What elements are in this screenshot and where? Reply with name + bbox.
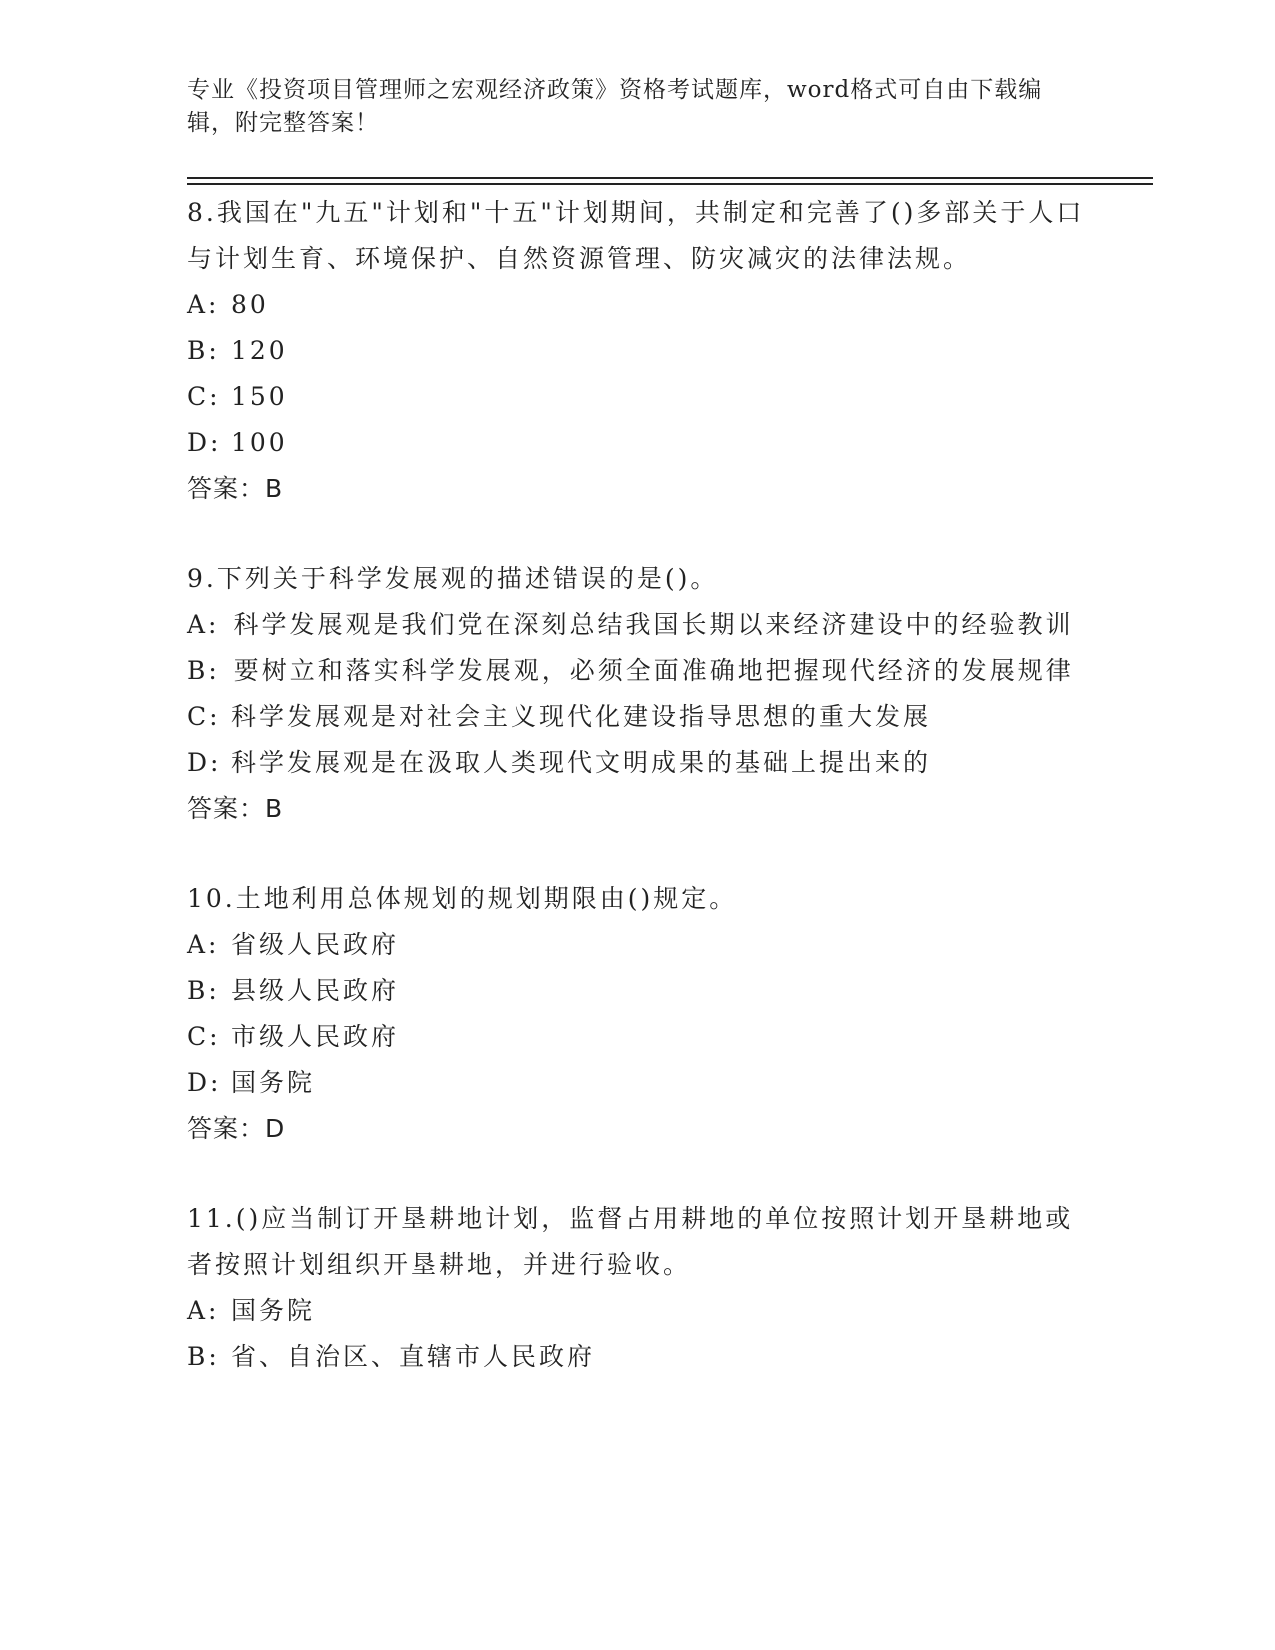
question-8 — [187, 190, 1087, 512]
option-text: 120 — [231, 336, 288, 365]
option-key: A: — [187, 290, 220, 319]
option-key: B: — [187, 976, 220, 1005]
option-b — [187, 648, 1087, 694]
option-c — [187, 1014, 1087, 1060]
header-divider-top — [187, 177, 1153, 179]
option-text: 150 — [231, 382, 288, 411]
option-key: C: — [187, 702, 221, 731]
option-key: C: — [187, 1022, 221, 1051]
option-text: 国务院 — [231, 1296, 316, 1325]
question-stem: 8.我国在"九五"计划和"十五"计划期间，共制定和完善了()多部关于人口与计划生育、环境保护、自然资源管理、防灾减灾的法律法规。 — [187, 198, 1085, 273]
option-a — [187, 282, 1087, 328]
option-text: 国务院 — [231, 1068, 316, 1097]
answer-line — [187, 466, 1087, 512]
answer-value: D — [265, 1114, 286, 1143]
question-stem: 9.下列关于科学发展观的描述错误的是()。 — [187, 564, 719, 593]
option-key: A: — [187, 930, 220, 959]
answer-value: B — [265, 794, 284, 823]
question-stem: 11.()应当制订开垦耕地计划，监督占用耕地的单位按照计划开垦耕地或者按照计划组织开垦耕地，并进行验收。 — [187, 1204, 1074, 1279]
option-c — [187, 694, 1087, 740]
option-text: 省、自治区、直辖市人民政府 — [231, 1342, 596, 1371]
option-key: B: — [187, 1342, 220, 1371]
option-text: 市级人民政府 — [231, 1022, 400, 1051]
option-key: D: — [187, 428, 222, 457]
question-11 — [187, 1196, 1087, 1380]
answer-line — [187, 1106, 1087, 1152]
option-b — [187, 1334, 1087, 1380]
answer-label: 答案： — [187, 474, 266, 503]
option-b — [187, 328, 1087, 374]
answer-label: 答案： — [187, 1114, 266, 1143]
option-a — [187, 1288, 1087, 1334]
option-text: 100 — [231, 428, 288, 457]
question-9 — [187, 556, 1087, 832]
option-text: 科学发展观是对社会主义现代化建设指导思想的重大发展 — [231, 702, 932, 731]
option-a — [187, 602, 1087, 648]
option-d — [187, 1060, 1087, 1106]
header-divider-bottom — [187, 183, 1153, 185]
question-10 — [187, 876, 1087, 1152]
option-d — [187, 420, 1087, 466]
option-d — [187, 740, 1087, 786]
option-key: A: — [187, 1296, 220, 1325]
option-b — [187, 968, 1087, 1014]
option-a — [187, 922, 1087, 968]
option-text: 要树立和落实科学发展观，必须全面准确地把握现代经济的发展规律 — [233, 656, 1074, 685]
option-key: C: — [187, 382, 221, 411]
option-key: A: — [187, 610, 220, 639]
option-key: B: — [187, 336, 220, 365]
option-text: 80 — [231, 290, 269, 319]
answer-value: B — [265, 474, 284, 503]
option-key: D: — [187, 748, 222, 777]
question-stem: 10.土地利用总体规划的规划期限由()规定。 — [187, 884, 738, 913]
option-text: 省级人民政府 — [231, 930, 400, 959]
option-text: 科学发展观是在汲取人类现代文明成果的基础上提出来的 — [231, 748, 932, 777]
option-c — [187, 374, 1087, 420]
option-key: B: — [187, 656, 220, 685]
answer-label: 答案： — [187, 794, 266, 823]
question-list — [187, 190, 1087, 1380]
option-text: 县级人民政府 — [231, 976, 400, 1005]
answer-line — [187, 786, 1087, 832]
document-header: 专业《投资项目管理师之宏观经济政策》资格考试题库，word格式可自由下载编辑，附完整答案！ — [187, 77, 1043, 136]
option-text: 科学发展观是我们党在深刻总结我国长期以来经济建设中的经验教训 — [233, 610, 1074, 639]
option-key: D: — [187, 1068, 222, 1097]
